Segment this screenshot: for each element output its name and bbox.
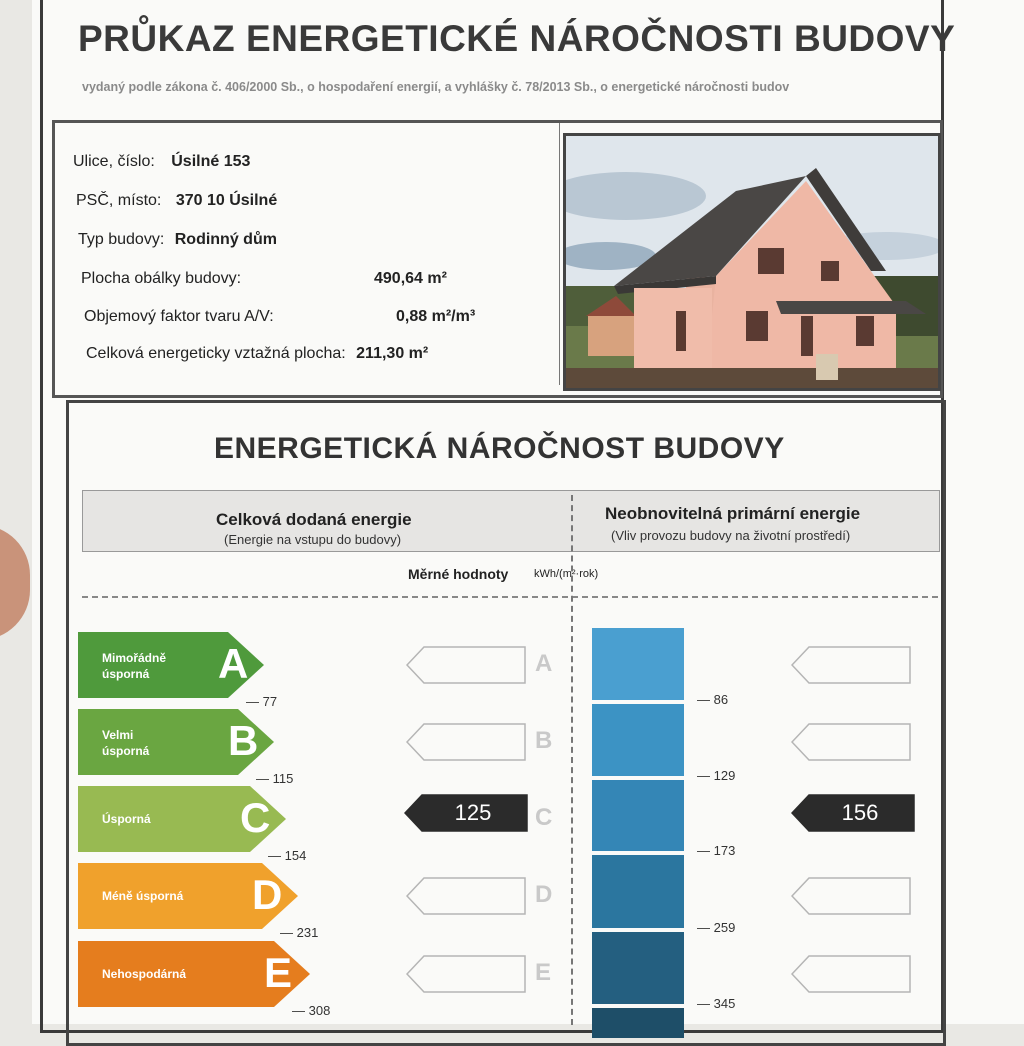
type-value: Rodinný dům xyxy=(174,231,277,248)
primary-energy-segment xyxy=(592,855,684,928)
area-row xyxy=(86,345,428,363)
empty-marker xyxy=(791,723,911,761)
factor-row xyxy=(84,308,274,326)
threshold-label: — 77 xyxy=(246,694,278,709)
envelope-row xyxy=(81,270,241,288)
document-title: PRŮKAZ ENERGETICKÉ NÁROČNOSTI BUDOVY xyxy=(78,18,956,59)
class-arrow-a xyxy=(78,632,268,698)
house-illustration xyxy=(566,136,938,388)
threshold-label: — 345 xyxy=(697,996,736,1011)
primary-energy-marker-value: 156 xyxy=(841,800,879,825)
units-label: Měrné hodnoty xyxy=(408,566,509,582)
delivered-energy-marker xyxy=(404,794,528,832)
envelope-value: 490,64 m² xyxy=(374,270,447,287)
ghost-class-letter: D xyxy=(535,881,553,908)
empty-marker-shape xyxy=(406,646,526,684)
class-letter: C xyxy=(240,794,271,841)
envelope-label: Plocha obálky budovy: xyxy=(81,270,242,287)
left-column-subheading: (Energie na vstupu do budovy) xyxy=(224,532,402,547)
factor-value-row xyxy=(396,308,475,326)
class-letter: E xyxy=(264,949,293,996)
right-column-subheading: (Vliv provozu budovy na životní prostředí) xyxy=(611,528,851,543)
delivered-energy-marker-value: 125 xyxy=(454,800,492,825)
factor-label: Objemový faktor tvaru A/V: xyxy=(84,308,274,325)
class-letter: D xyxy=(252,871,283,918)
area-label: Celková energeticky vztažná plocha: xyxy=(86,345,346,362)
threshold-label: — 173 xyxy=(697,843,736,858)
empty-marker xyxy=(406,877,526,915)
postal-row xyxy=(76,192,277,210)
empty-marker-shape xyxy=(406,955,526,993)
area-value: 211,30 m² xyxy=(356,345,429,362)
primary-energy-marker xyxy=(791,794,915,832)
column-divider xyxy=(571,495,573,1025)
ghost-class-letter: C xyxy=(535,804,553,831)
units-row xyxy=(82,552,938,598)
energy-title: ENERGETICKÁ NÁROČNOST BUDOVY xyxy=(214,432,785,465)
left-column-heading: Celková dodaná energie xyxy=(216,510,412,529)
class-description: Méně úsporná xyxy=(102,889,184,903)
type-label: Typ budovy: xyxy=(78,231,165,248)
building-details xyxy=(69,123,560,385)
class-arrow-d xyxy=(78,863,302,929)
empty-marker-shape xyxy=(791,877,911,915)
factor-value: 0,88 m²/m³ xyxy=(396,308,476,325)
units-value: kWh/(m²·rok) xyxy=(534,568,599,580)
primary-energy-segment xyxy=(592,932,684,1004)
class-description-line2: úsporná xyxy=(102,667,150,681)
primary-energy-segment xyxy=(592,704,684,776)
postal-label: PSČ, místo: xyxy=(76,192,162,209)
threshold-label: — 259 xyxy=(697,920,736,935)
threshold-label: — 86 xyxy=(697,692,729,707)
empty-marker xyxy=(406,646,526,684)
threshold-label: — 231 xyxy=(280,925,319,940)
class-arrow-c xyxy=(78,786,290,852)
class-description: Nehospodárná xyxy=(102,967,187,981)
empty-marker-shape xyxy=(406,877,526,915)
primary-energy-segment xyxy=(592,628,684,700)
empty-marker xyxy=(791,955,911,993)
class-description: Velmi úsporná xyxy=(102,728,150,758)
envelope-value-row xyxy=(374,270,447,288)
class-description-line2: úsporná xyxy=(102,744,150,758)
postal-value: 370 10 Úsilné xyxy=(175,192,278,209)
primary-energy-segment xyxy=(592,780,684,851)
document-subtitle: vydaný podle zákona č. 406/2000 Sb., o hospodaření energií, a vyhlášky č. 78/2013 Sb., o energetické náročnosti budov xyxy=(82,80,790,94)
empty-marker-shape xyxy=(406,723,526,761)
threshold-label: — 308 xyxy=(292,1003,331,1018)
ghost-class-letter: E xyxy=(535,959,552,986)
street-row xyxy=(73,153,250,171)
class-arrow-e xyxy=(78,941,314,1007)
empty-marker-shape xyxy=(791,955,911,993)
ghost-class-letter: B xyxy=(535,727,553,754)
empty-marker-shape xyxy=(791,723,911,761)
empty-marker xyxy=(791,877,911,915)
thumb xyxy=(0,525,30,640)
class-arrow-b xyxy=(78,709,278,775)
street-label: Ulice, číslo: xyxy=(73,153,155,170)
building-photo xyxy=(563,133,941,391)
type-row xyxy=(78,231,277,249)
empty-marker xyxy=(406,723,526,761)
threshold-label: — 154 xyxy=(268,848,307,863)
empty-marker-shape xyxy=(791,646,911,684)
right-column-heading: Neobnovitelná primární energie xyxy=(605,504,861,523)
threshold-label: — 115 xyxy=(256,771,294,786)
ghost-class-letter: A xyxy=(535,650,553,677)
class-letter: A xyxy=(218,640,249,687)
class-letter: B xyxy=(228,717,259,764)
class-description: Úsporná xyxy=(102,812,151,826)
street-value: Úsilné 153 xyxy=(171,153,251,170)
empty-marker xyxy=(791,646,911,684)
primary-energy-segment xyxy=(592,1008,684,1038)
class-description: Mimořádně úsporná xyxy=(102,651,167,681)
threshold-label: — 129 xyxy=(697,768,736,783)
empty-marker xyxy=(406,955,526,993)
